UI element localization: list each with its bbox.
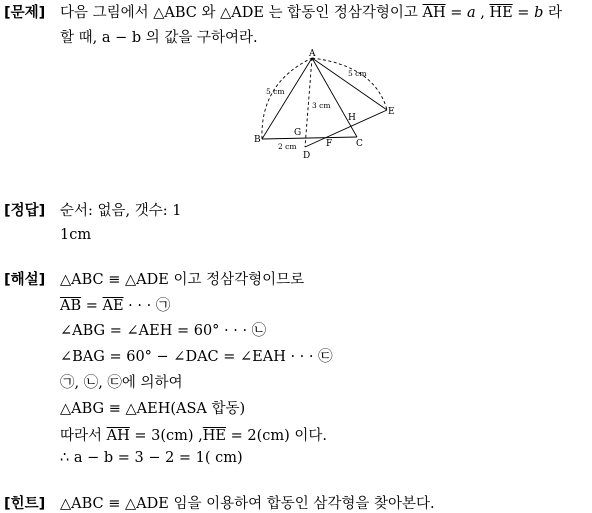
- solution-line-3: ∠ABG = ∠AEH = 60° · · · ㉡: [60, 323, 267, 339]
- length-bd: 2 cm: [278, 142, 297, 151]
- length-ab: 5 cm: [266, 87, 285, 96]
- side-de: [305, 110, 387, 147]
- label-g: G: [294, 128, 302, 138]
- segment-ah-solution: $\overline{AH}$: [106, 428, 130, 444]
- label-e: E: [388, 107, 395, 117]
- solution-label: [해설]: [4, 272, 46, 288]
- solution-line-5: ㉠, ㉡, ㉢에 의하여: [60, 375, 183, 391]
- triangle-figure: [250, 48, 400, 163]
- segment-ah: $\overline{AH}$: [422, 5, 446, 21]
- problem-label: [문제]: [4, 5, 46, 21]
- segment-ae: $\overline{AE}$: [102, 298, 124, 314]
- problem-line-1: 다음 그림에서 △ABC 와 △ADE 는 합동인 정삼각형이고 $\overline{AH} = a$ , $\overline{HE} = b$ 라: [60, 5, 562, 21]
- solution-line-6: △ABG ≡ △AEH(ASA 합동): [60, 401, 246, 417]
- side-ad: [305, 58, 312, 147]
- problem-line-2: 할 때, a − b 의 값을 구하여라.: [60, 30, 258, 46]
- label-f: F: [326, 139, 333, 149]
- label-d: D: [303, 151, 311, 161]
- solution-line-4: ∠BAG = 60° − ∠DAC = ∠EAH · · · ㉢: [60, 349, 333, 365]
- answer-label: [정답]: [4, 203, 46, 219]
- length-ag: 3 cm: [312, 101, 331, 110]
- solution-line-8: ∴ a − b = 3 − 2 = 1( cm): [60, 450, 243, 466]
- segment-he-solution: $\overline{HE}$: [202, 428, 226, 444]
- answer-line-2: 1cm: [60, 227, 92, 243]
- hint-line-1: △ABC ≡ △ADE 임을 이용하여 합동인 삼각형을 찾아본다.: [60, 496, 435, 512]
- label-a: A: [309, 49, 316, 59]
- label-h: H: [348, 113, 356, 123]
- side-bc: [262, 137, 357, 139]
- hint-label: [힌트]: [4, 496, 46, 512]
- solution-line-7: 따라서 $\overline{AH} = 3(cm) ,\overline{HE} = 2(cm)$ 이다.: [60, 428, 328, 444]
- solution-line-2: $\overline{AB} = \overline{AE}$ · · · ㉠: [60, 298, 171, 314]
- label-c: C: [356, 139, 363, 149]
- side-ab: [262, 58, 312, 139]
- label-b: B: [254, 135, 261, 145]
- answer-line-1: 순서: 없음, 갯수: 1: [60, 203, 182, 219]
- solution-line-1: △ABC ≡ △ADE 이고 정삼각형이므로: [60, 272, 305, 288]
- length-ae: 5 cm: [348, 69, 367, 78]
- segment-ab: $\overline{AB}$: [60, 298, 82, 314]
- segment-he: $\overline{HE}$: [489, 5, 513, 21]
